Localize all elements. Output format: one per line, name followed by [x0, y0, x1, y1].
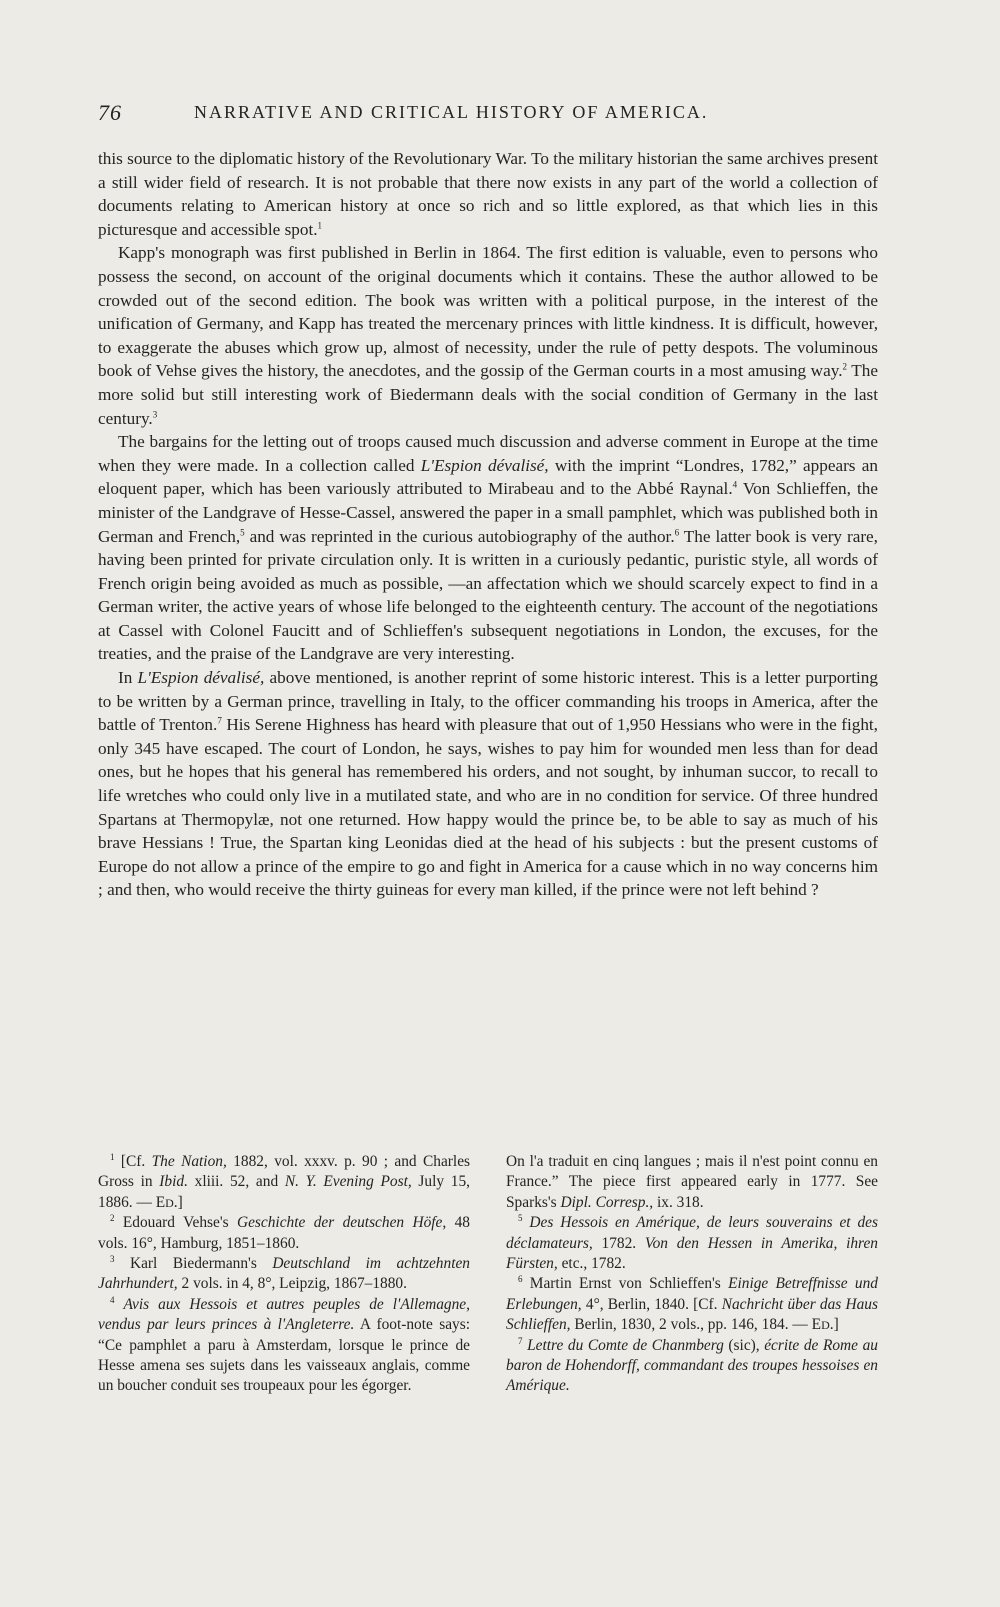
paragraph-text: The more solid but still interesting work of Biedermann deals with the social condition of Germany in the last century.: [98, 361, 878, 428]
footnote-3: [98, 1254, 470, 1295]
footnote-number: 1: [110, 1151, 115, 1162]
paragraph-4: [98, 666, 878, 902]
footnote-text: Berlin, 1830, 2 vols., pp. 146, 184. — E: [570, 1316, 822, 1334]
footnote-4-continued: [506, 1152, 878, 1213]
footnote-italic: The Nation,: [151, 1153, 227, 1170]
footnote-italic: Nachricht über das Haus Schlieffen,: [506, 1295, 878, 1334]
footnote-italic: Geschichte der deutschen Höfe,: [236, 1214, 447, 1232]
footnote-text: etc., 1782.: [557, 1255, 626, 1273]
footnote-text: On l'a traduit en cinq langues ; mais il n'est point connu en France.” The piece first appeared early in 1777. See Sparks's: [506, 1153, 878, 1211]
paragraph-text: above mentioned, is another reprint of some historic interest. This is a letter purporting to be written by a German prince, travelling in Italy, to the officer commanding his troops in America, after the battle of Trenton.: [98, 668, 878, 735]
footnote-5: [506, 1213, 878, 1274]
footnote-text: 2 vols. in 4, 8°, Leipzig, 1867–1880.: [177, 1275, 407, 1293]
paragraph-text: Kapp's monograph was first published in Berlin in 1864. The first edition is valuable, even to persons who possess the second, on account of the original documents which it contains. These the author allowed to be crowded out of the second edition. The book was written with a political purpose, in the interest of the unification of Germany, and Kapp has treated the mercenary princes with little kindness. It is difficult, however, to exaggerate the abuses which grow up, almost of necessity, under the rule of petty despots. The voluminous book of Vehse gives the history, the anecdotes, and the gossip of the German courts in a most amusing way.: [98, 243, 878, 381]
paragraph-3: [98, 430, 878, 666]
footnotes: [98, 1152, 878, 1397]
footnote-number: 4: [110, 1294, 115, 1305]
paragraph-text: and was reprinted in the curious autobiography of the author.: [244, 526, 675, 546]
footnote-text: (sic),: [723, 1336, 765, 1354]
footnote-number: 3: [110, 1253, 115, 1264]
italic-title: L'Espion dévalisé,: [137, 668, 265, 688]
italic-title: L'Espion dévalisé,: [420, 455, 549, 475]
running-head: NARRATIVE AND CRITICAL HISTORY OF AMERICA.: [194, 102, 709, 122]
footnote-italic: Avis aux Hessois et autres peuples de l'Allemagne, vendus par leurs princes à l'Angleterre.: [98, 1295, 470, 1334]
footnotes-right-column: [506, 1152, 878, 1397]
paragraph-1: [98, 147, 878, 241]
footnote-text: Edouard Vehse's: [114, 1214, 237, 1232]
note-ref: 7: [217, 715, 222, 726]
footnote-italic: écrite de Rome au baron de Hohendorff, commandant des troupes hessoises en Amérique.: [506, 1336, 878, 1395]
paragraph-text: In: [118, 668, 138, 688]
page-header: [98, 100, 878, 130]
footnote-7: [506, 1336, 878, 1397]
footnote-text: 48 vols. 16°, Hamburg, 1851–1860.: [98, 1214, 470, 1252]
page-number: 76: [98, 100, 122, 125]
note-ref: 6: [674, 526, 680, 537]
footnote-italic: Einige Betreffnisse und Erlebungen,: [506, 1275, 878, 1313]
paragraph-text: The latter book is very rare, having been printed for private circulation only. It is written in a curiously pedantic, puristic style, all words of French origin being avoided as much as possible, —an affectation which we should scarcely expect to find in a German writer, the active years of whose life belonged to the eighteenth century. The account of the negotiations at Cassel with Colonel Faucitt and of Schlieffen's subsequent negotiations in London, the excuses, for the treaties, and the praise of the Landgrave are very interesting.: [98, 526, 878, 664]
footnote-text: 1782.: [592, 1234, 645, 1252]
footnote-number: 6: [518, 1274, 523, 1285]
footnote-text: July 15, 1886. — E: [98, 1173, 470, 1211]
footnote-text: A foot-note says: “Ce pamphlet a paru à Amsterdam, lorsque le prince de Hesse amena ses sujets dans les vaisseaux anglais, comme un boucher conduit ses troupeaux pour les égorger.: [98, 1316, 470, 1395]
footnote-smallcaps: D: [821, 1318, 830, 1333]
footnote-text: .]: [829, 1316, 839, 1334]
footnote-number: 2: [110, 1213, 115, 1224]
footnote-text: 4°, Berlin, 1840. [Cf.: [581, 1295, 722, 1313]
footnote-number: 7: [518, 1335, 523, 1346]
footnotes-left-column: [98, 1152, 470, 1397]
paragraph-text: The bargains for the letting out of troops caused much discussion and adverse comment in Europe at the time when they were made. In a collection called: [98, 432, 878, 475]
footnote-6: [506, 1274, 878, 1335]
footnote-text: 1882, vol. xxxv. p. 90 ; and Charles Gross in: [98, 1153, 471, 1191]
footnote-2: [98, 1213, 470, 1254]
footnote-text: xliii. 52, and: [187, 1173, 285, 1191]
note-ref: 5: [240, 526, 245, 537]
note-ref: 2: [842, 361, 847, 372]
footnote-1: [98, 1152, 470, 1213]
footnote-text: .]: [173, 1193, 183, 1211]
footnote-italic: Ibid.: [159, 1173, 188, 1191]
body-text: [98, 147, 878, 902]
footnote-italic: Von den Hessen in Amerika, ihren Fürsten,: [506, 1234, 878, 1273]
paragraph-text: His Serene Highness has heard with pleasure that out of 1,950 Hessians who were in the fight, only 345 have escaped. The court of London, he says, wishes to pay him for wounded men less than for dead ones, but he hopes that his general has remembered his orders, and not sought, by inhuman succor, to recall to life wretches who could only live in a mutilated state, and who are in no condition for service. Of three hundred Spartans at Thermopylæ, not one returned. How happy would the prince be, to be able to say as much of his brave Hessians ! True, the Spartan king Leonidas died at the head of his subjects : but the present customs of Europe do not allow a prince of the empire to go and fight in America for a cause which in no way concerns him ; and then, who would receive the thirty guineas for every man killed, if the prince were not left behind ?: [98, 715, 878, 900]
paragraph-2: [98, 241, 878, 430]
footnote-text: ix. 318.: [653, 1193, 704, 1211]
note-ref: 4: [732, 479, 738, 490]
footnote-text: Martin Ernst von Schlieffen's: [522, 1275, 729, 1293]
note-ref: 1: [317, 220, 323, 231]
paragraph-text: with the imprint “Londres, 1782,” appears an eloquent paper, which has been variously attributed to Mirabeau and to the Abbé Raynal.: [98, 455, 878, 499]
footnote-italic: N. Y. Evening Post,: [284, 1173, 412, 1191]
footnote-text: [Cf.: [114, 1153, 152, 1170]
footnote-text: Karl Biedermann's: [114, 1255, 273, 1273]
footnote-italic: Dipl. Corresp.,: [560, 1193, 654, 1211]
note-ref: 3: [152, 408, 158, 419]
paragraph-text: Von Schlieffen, the minister of the Landgrave of Hesse-Cassel, answered the paper in a small pamphlet, which was published both in German and French,: [98, 479, 878, 546]
footnote-smallcaps: D: [165, 1195, 174, 1210]
footnote-italic: Deutschland im achtzehnten Jahrhundert,: [98, 1255, 470, 1293]
footnote-italic: Des Hessois en Amérique, de leurs souverains et des déclamateurs,: [506, 1214, 878, 1252]
footnote-number: 5: [518, 1213, 523, 1224]
footnote-4: [98, 1295, 470, 1397]
footnote-italic: Lettre du Comte de Chanmberg: [527, 1336, 724, 1354]
paragraph-text: this source to the diplomatic history of the Revolutionary War. To the military historian the same archives present a still wider field of research. It is not probable that there now exists in any part of the world a collection of documents relating to American history at once so rich and so little explored, as that which lies in this picturesque and accessible spot.: [98, 149, 878, 239]
